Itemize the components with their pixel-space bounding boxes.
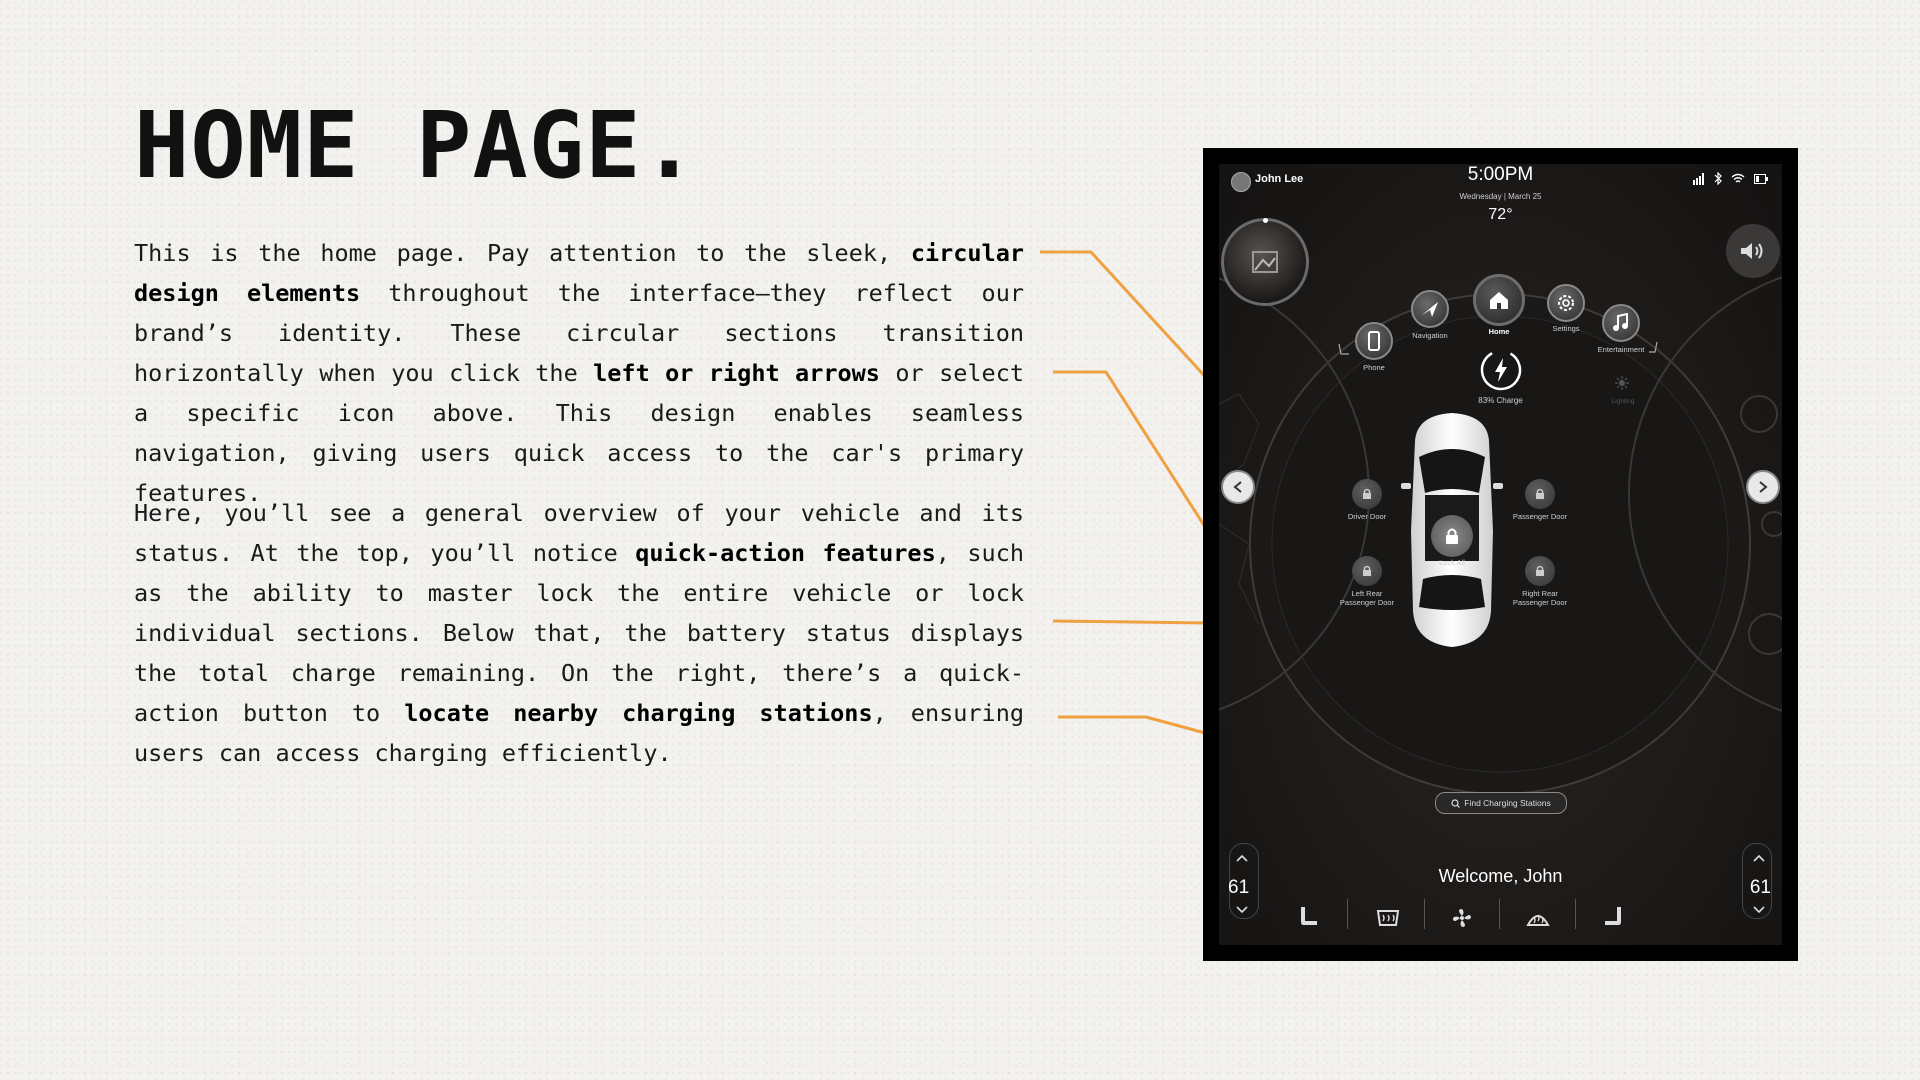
find-charging-label: Find Charging Stations <box>1464 798 1551 808</box>
lock-all-label: Lock All <box>1439 558 1465 567</box>
left-temp-value: 61 <box>1228 877 1250 898</box>
front-defrost-icon[interactable] <box>1525 907 1551 929</box>
intro-paragraph-run: left or right arrows <box>593 359 880 387</box>
intro-paragraph-run: This is the home page. Pay attention to the sleek, <box>134 239 911 267</box>
right-rear-label-line2: Passenger Door <box>1512 598 1568 607</box>
welcome-text: Welcome, John <box>1438 866 1563 886</box>
passenger-door-label: Passenger Door <box>1512 512 1568 521</box>
climate-divider <box>1347 899 1348 929</box>
search-icon <box>1451 799 1460 808</box>
left-rear-door-lock[interactable] <box>1352 556 1382 586</box>
overview-paragraph <box>134 493 1024 773</box>
signal-icon <box>1693 173 1705 185</box>
temp-down-icon-left[interactable] <box>1235 905 1249 915</box>
date-text: Wednesday | March 25 <box>1459 192 1542 201</box>
left-rear-door-label <box>1337 589 1397 607</box>
sun-icon <box>1614 375 1630 391</box>
lock-all-button[interactable] <box>1431 515 1473 557</box>
clock-time: 5:00PM <box>1467 164 1534 185</box>
driver-door-lock[interactable] <box>1352 479 1382 509</box>
chevron-left-icon <box>1232 480 1244 494</box>
nav-entertainment-label: Entertainment <box>1597 345 1645 354</box>
lock-icon <box>1535 565 1545 577</box>
passenger-door-lock[interactable] <box>1525 479 1555 509</box>
lighting-side-icon <box>1611 372 1633 394</box>
nav-settings-button[interactable] <box>1547 284 1585 322</box>
climate-divider <box>1424 899 1425 929</box>
photo-thumbnail-icon <box>1245 242 1285 282</box>
nav-home-button[interactable] <box>1473 274 1525 326</box>
lock-icon <box>1362 488 1372 500</box>
overview-paragraph-run: , such as the ability to master lock the entire vehicle or lock individual sections. Below that, the battery status displays the total charge remaining. On the right, there’s a quick-action button to <box>134 539 1024 727</box>
chevron-right-icon <box>1757 480 1769 494</box>
battery-gauge <box>1479 348 1523 392</box>
volume-icon <box>1739 240 1767 262</box>
bluetooth-icon <box>1714 172 1722 185</box>
driver-door-label: Driver Door <box>1347 512 1387 521</box>
temp-up-icon-left[interactable] <box>1235 853 1249 863</box>
find-charging-button[interactable] <box>1435 792 1567 814</box>
intro-paragraph-run: throughout the interface—they reflect our brand’s identity. These circular sections transition horizontally when you click the <box>134 279 1024 387</box>
navigation-icon <box>1420 299 1440 319</box>
status-icons <box>1693 172 1768 185</box>
lock-icon <box>1535 488 1545 500</box>
intro-paragraph <box>134 233 1024 513</box>
overview-paragraph-run: quick-action features <box>635 539 936 567</box>
nav-phone-label: Phone <box>1363 363 1385 372</box>
settings-icon <box>1555 292 1577 314</box>
right-rear-door-label <box>1510 589 1570 607</box>
nav-navigation-label: Navigation <box>1412 331 1448 340</box>
overview-paragraph-run: Here, you’ll see a general overview of your vehicle and its status. At the top, you’ll notice <box>134 499 1024 567</box>
photo-widget[interactable] <box>1221 218 1309 306</box>
slide-title: HOME PAGE. <box>134 92 698 199</box>
seat-heat-right-icon[interactable] <box>1601 905 1623 931</box>
lighting-side-label: Lighting <box>1611 398 1635 405</box>
intro-paragraph-run: or select a specific icon above. This design enables seamless navigation, giving users quick access to the car's primary features. <box>134 359 1024 507</box>
lock-icon <box>1362 565 1372 577</box>
climate-divider <box>1499 899 1500 929</box>
infotainment-device <box>1203 148 1798 961</box>
right-rear-label-line1: Right Rear <box>1522 589 1558 598</box>
overview-paragraph-run: , ensuring users can access charging efficiently. <box>134 699 1024 767</box>
right-rear-door-lock[interactable] <box>1525 556 1555 586</box>
fan-icon[interactable] <box>1451 907 1473 929</box>
wifi-icon <box>1731 173 1745 184</box>
outside-temp: 72° <box>1488 206 1513 223</box>
volume-button[interactable] <box>1726 224 1780 278</box>
charge-label: 83% Charge <box>1478 396 1523 405</box>
right-arrow-button[interactable] <box>1746 470 1780 504</box>
nav-home-label: Home <box>1488 327 1510 336</box>
temp-up-icon-right[interactable] <box>1752 853 1766 863</box>
climate-divider <box>1575 899 1576 929</box>
left-arrow-button[interactable] <box>1221 470 1255 504</box>
left-rear-label-line2: Passenger Door <box>1339 598 1395 607</box>
rear-defrost-icon[interactable] <box>1375 907 1401 929</box>
right-temp-value: 61 <box>1749 877 1771 898</box>
intro-paragraph-run: circular design elements <box>134 239 1024 307</box>
overview-paragraph-run: locate nearby charging stations <box>404 699 873 727</box>
photo-progress-dot <box>1263 218 1268 223</box>
charge-ring-icon <box>1479 348 1523 392</box>
seat-heat-left-icon[interactable] <box>1299 905 1321 931</box>
music-icon <box>1611 313 1631 333</box>
battery-icon <box>1754 174 1768 184</box>
nav-settings-label: Settings <box>1552 324 1580 333</box>
home-icon <box>1488 289 1510 311</box>
user-name: John Lee <box>1255 173 1304 185</box>
home-screen <box>1219 164 1782 945</box>
nav-navigation-button[interactable] <box>1411 290 1449 328</box>
lock-all-icon <box>1444 527 1460 545</box>
climate-bar <box>1219 835 1782 945</box>
left-rear-label-line1: Left Rear <box>1351 589 1383 598</box>
temp-down-icon-right[interactable] <box>1752 905 1766 915</box>
